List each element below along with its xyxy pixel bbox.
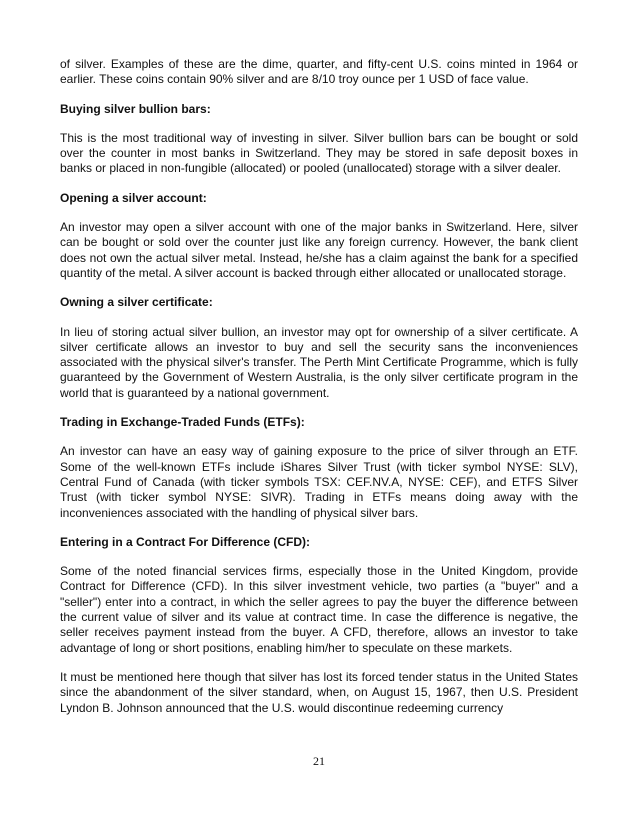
paragraph-cfd: Some of the noted financial services firms, especially those in the United Kingdom, provide Contract for Difference (CFD). In this silver investment vehicle, two parties (a "buyer" and a "seller") enter into a contract, in which the seller agrees to pay the buyer the difference between the current value of silver and its value at contract time. In case the difference is negative, the seller receives payment instead from the buyer. A CFD, therefore, allows an investor to take advantage of long or short positions, enabling him/her to speculate on these markets. — [60, 564, 578, 655]
paragraph-silver-account: An investor may open a silver account with one of the major banks in Switzerland. Here, silver can be bought or sold over the counter just like any foreign currency. However, the bank client does not own the actual silver metal. Instead, he/she has a claim against the bank for a specified quantity of the metal. A silver account is backed through either allocated or unallocated storage. — [60, 220, 578, 280]
paragraph-silver-bullion-bars: This is the most traditional way of investing in silver. Silver bullion bars can be bought or sold over the counter in most banks in Switzerland. They may be stored in safe deposit boxes in banks or placed in non-fungible (allocated) or pooled (unallocated) storage with a silver dealer. — [60, 130, 578, 176]
page-number: 21 — [313, 754, 325, 768]
paragraph-forced-tender: It must be mentioned here though that silver has lost its forced tender status in the United States since the abandonment of the silver standard, when, on August 15, 1967, then U.S. President Lyndon B. Johnson announced that the U.S. would discontinue redeeming currency — [60, 669, 578, 715]
heading-cfd: Entering in a Contract For Difference (CFD): — [60, 534, 311, 549]
heading-silver-bullion-bars: Buying silver bullion bars: — [60, 101, 211, 116]
heading-silver-account: Opening a silver account: — [60, 190, 207, 205]
document-body — [60, 57, 578, 730]
paragraph-etfs: An investor can have an easy way of gaining exposure to the price of silver through an ETF. Some of the well-known ETFs include iShares Silver Trust (with ticker symbol NYSE: SLV), Central Fund of Canada (with ticker symbols TSX: CEF.NV.A, NYSE: CEF), and ETFS Silver Trust (with ticker symbol NYSE: SIVR). Trading in ETFs means doing away with the inconveniences associated with the handling of physical silver bars. — [60, 444, 578, 520]
heading-silver-certificate: Owning a silver certificate: — [60, 295, 213, 310]
heading-etfs: Trading in Exchange-Traded Funds (ETFs): — [60, 415, 305, 430]
paragraph-intro: of silver. Examples of these are the dime, quarter, and fifty-cent U.S. coins minted in 1964 or earlier. These coins contain 90% silver and are 8/10 troy ounce per 1 USD of face value. — [60, 57, 578, 87]
paragraph-silver-certificate: In lieu of storing actual silver bullion, an investor may opt for ownership of a silver certificate. A silver certificate allows an investor to buy and sell the security sans the inconveniences associated with the physical silver's transfer. The Perth Mint Certificate Programme, which is fully guaranteed by the Government of Western Australia, is the only silver certificate program in the world that is guaranteed by a national government. — [60, 324, 578, 400]
